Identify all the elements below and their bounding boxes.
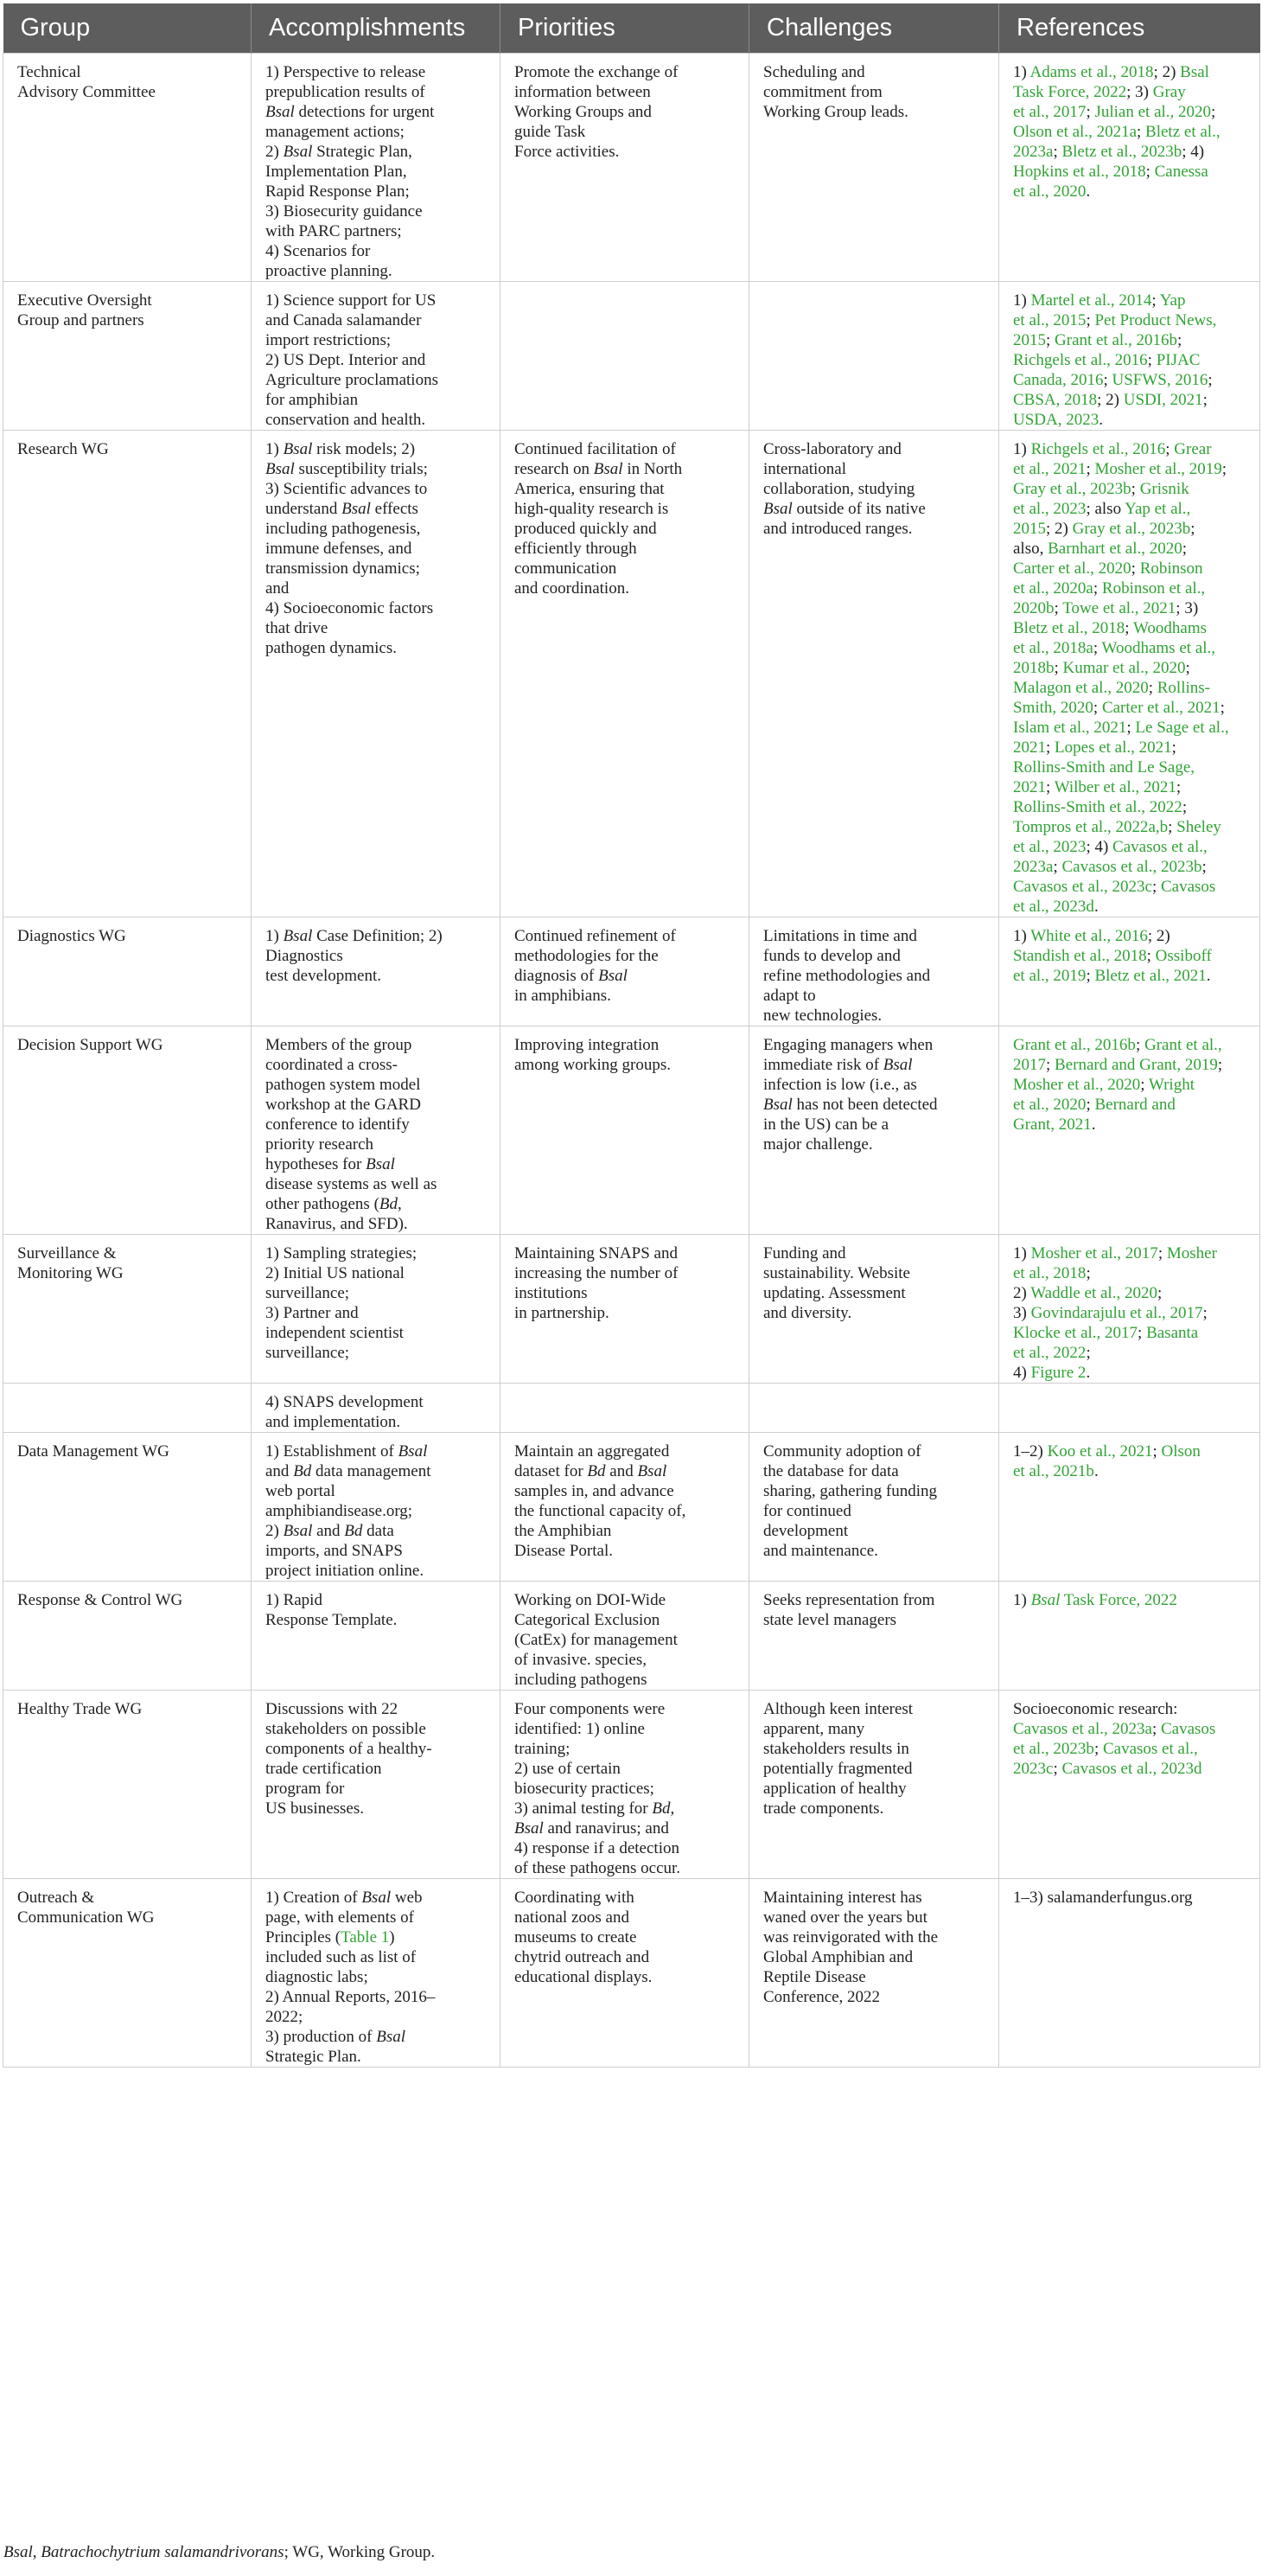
reference-link[interactable]: Cavasos et al., 2023b: [1061, 858, 1202, 876]
group-cell: [3, 1691, 252, 1879]
table-row: [3, 431, 1260, 917]
accomplishments-text: 4) SNAPS development and implementation.: [265, 1393, 424, 1431]
group-text: Technical Advisory Committee: [17, 63, 156, 101]
group-text: Decision Support WG: [17, 1036, 163, 1054]
accomplishments-cell: [252, 917, 500, 1026]
reference-link[interactable]: Julian et al., 2020: [1094, 103, 1212, 121]
group-cell: [3, 1026, 252, 1235]
reference-link[interactable]: Canessa et al., 2020: [1013, 163, 1208, 201]
references-text: 1) Richgels et al., 2016; Grear et al., 2021; Mosher et al., 2019; Gray et al., 2023b; Grisnik et al., 2023; also Yap et al., 2015; 2) Gray et al., 2023b; also, Barnhart et al., 2020; Carter et al., 2020; Robinson et al., 2020a; Robinson et al., 2020b; Towe et al., 2021; 3) Bletz et al., 2018; Woodhams et al., 2018a; Woodhams et al., 2018b; Kumar et al., 2020; Malagon et al., 2020; Rollins- Smith, 2020; Carter et al., 2021; Islam et al., 2021; Le Sage et al., 2021; Lopes et al., 2021; Rollins-Smith and Le Sage, 2021; Wilber et al., 2021; Rollins-Smith et al., 2022; Tompros et al., 2022a,b; Sheley et al., 2023; 4) Cavasos et al., 2023a; Cavasos et al., 2023b; Cavasos et al., 2023c; Cavasos et al., 2023d.: [1013, 440, 1229, 916]
group-cell: [3, 1235, 252, 1384]
reference-link[interactable]: Lopes et al., 2021: [1055, 738, 1172, 757]
accomplishments-cell: [252, 1691, 500, 1879]
reference-link[interactable]: Martel et al., 2014: [1030, 291, 1152, 310]
reference-link[interactable]: Bernard and Grant, 2019: [1055, 1056, 1218, 1074]
challenges-cell: [749, 1235, 999, 1384]
accomplishments-cell: [252, 1026, 500, 1235]
reference-link[interactable]: Grant et al., 2016b: [1055, 331, 1177, 349]
challenges-text: Cross-laboratory and international collaboration, studying Bsal outside of its native and introduced ranges.: [763, 440, 926, 538]
references-cell: [999, 54, 1260, 282]
priorities-text: Maintain an aggregated dataset for Bd and Bsal samples in, and advance the functional capacity of, the Amphibian Disease Portal.: [514, 1442, 686, 1560]
accomplishments-cell: [252, 54, 500, 282]
table-row: [3, 1691, 1260, 1879]
reference-link[interactable]: Gray et al., 2023b: [1072, 520, 1191, 538]
reference-link[interactable]: Richgels et al., 2016: [1013, 351, 1148, 369]
table-row: [3, 1879, 1260, 2068]
table-row: [3, 282, 1260, 431]
accomplishments-text: 1) Rapid Response Template.: [265, 1591, 398, 1629]
reference-link[interactable]: Hopkins et al., 2018: [1013, 163, 1146, 181]
reference-link[interactable]: Govindarajulu et al., 2017: [1030, 1304, 1203, 1322]
table-row: [3, 1235, 1260, 1384]
reference-link[interactable]: USFWS, 2016: [1112, 371, 1208, 389]
priorities-cell: [500, 282, 749, 431]
priorities-text: Working on DOI-Wide Categorical Exclusion (CatEx) for management of invasive. species, including pathogens: [514, 1591, 678, 1689]
priorities-cell: [500, 54, 749, 282]
priorities-cell: [500, 1235, 749, 1384]
header-group: Group: [3, 3, 252, 54]
reference-link[interactable]: Grant et al., 2016b: [1013, 1036, 1136, 1054]
header-challenges: Challenges: [749, 3, 999, 54]
accomplishments-text: 1) Establishment of Bsal and Bd data management web portal amphibiandisease.org; 2) Bsal and Bd data imports, and SNAPS project initiation online.: [265, 1442, 431, 1580]
reference-link[interactable]: Klocke et al., 2017: [1013, 1324, 1138, 1342]
references-cell: [999, 282, 1260, 431]
accomplishments-cell: [252, 431, 500, 917]
challenges-text: Although keen interest apparent, many stakeholders results in potentially fragmented application of healthy trade components.: [763, 1700, 914, 1818]
challenges-cell: [749, 1026, 999, 1235]
reference-link[interactable]: Bsal Task Force, 2022: [1013, 63, 1209, 101]
group-cell: [3, 1879, 252, 2068]
references-text: 1) Mosher et al., 2017; Mosher et al., 2018; 2) Waddle et al., 2020; 3) Govindarajulu et al., 2017; Klocke et al., 2017; Basanta et al., 2022; 4) Figure 2.: [1013, 1244, 1217, 1382]
references-cell: [999, 1026, 1260, 1235]
group-cell: [3, 431, 252, 917]
group-text: Healthy Trade WG: [17, 1700, 143, 1718]
reference-link[interactable]: Olson et al., 2021b: [1013, 1442, 1201, 1480]
priorities-cell: [500, 1026, 749, 1235]
group-cell: [3, 1384, 252, 1433]
accomplishments-text: 1) Creation of Bsal web page, with elements of Principles (Table 1) included such as list of diagnostic labs; 2) Annual Reports, 2016– 2022; 3) production of Bsal Strategic Plan.: [265, 1889, 436, 2066]
reference-link[interactable]: Adams et al., 2018: [1029, 63, 1154, 81]
reference-link[interactable]: Bletz et al., 2023b: [1061, 143, 1182, 161]
challenges-cell: [749, 54, 999, 282]
header-references: References: [999, 3, 1260, 54]
reference-link[interactable]: Tompros et al., 2022a,b: [1013, 818, 1169, 836]
reference-link[interactable]: Cavasos et al., 2023c: [1013, 1740, 1198, 1778]
challenges-cell: [749, 1879, 999, 2068]
reference-link[interactable]: Waddle et al., 2020: [1030, 1284, 1157, 1302]
reference-link[interactable]: Gray et al., 2023b: [1013, 480, 1131, 498]
group-cell: [3, 1433, 252, 1582]
accomplishments-text: 1) Perspective to release prepublication results of Bsal detections for urgent management actions; 2) Bsal Strategic Plan, Implementation Plan, Rapid Response Plan; 3) Biosecurity guidance with PARC partners; 4) Scenarios for proactive planning.: [265, 63, 435, 280]
challenges-text: Seeks representation from state level managers: [763, 1591, 935, 1629]
reference-link[interactable]: Grear et al., 2021: [1013, 440, 1212, 478]
reference-link[interactable]: Islam et al., 2021: [1013, 719, 1127, 737]
group-cell: [3, 917, 252, 1026]
reference-link[interactable]: Woodhams et al., 2018a: [1013, 619, 1207, 657]
reference-link[interactable]: Barnhart et al., 2020: [1048, 540, 1182, 558]
reference-link[interactable]: PIJAC Canada, 2016: [1013, 351, 1201, 389]
references-cell: [999, 1582, 1260, 1691]
references-text: Grant et al., 2016b; Grant et al., 2017; Bernard and Grant, 2019; Mosher et al., 2020; Wright et al., 2020; Bernard and Grant, 2021.: [1013, 1036, 1223, 1134]
challenges-text: Engaging managers when immediate risk of Bsal infection is low (i.e., as Bsal has not been detected in the US) can be a major challenge.: [763, 1036, 938, 1154]
group-cell: [3, 282, 252, 431]
priorities-text: Continued refinement of methodologies for the diagnosis of Bsal in amphibians.: [514, 927, 676, 1005]
group-cell: [3, 54, 252, 282]
reference-link[interactable]: USDI, 2021: [1123, 391, 1203, 409]
references-text: 1) Bsal Task Force, 2022: [1013, 1591, 1177, 1609]
accomplishments-cell: [252, 282, 500, 431]
group-text: Executive Oversight Group and partners: [17, 291, 152, 329]
header-accomplishments: Accomplishments: [252, 3, 500, 54]
references-cell: [999, 917, 1260, 1026]
reference-link[interactable]: Robinson et al., 2020a: [1013, 559, 1203, 598]
group-text: Response & Control WG: [17, 1591, 183, 1609]
challenges-text: Limitations in time and funds to develop and refine methodologies and adapt to new technologies.: [763, 927, 931, 1025]
priorities-text: Coordinating with national zoos and museums to create chytrid outreach and educational displays.: [514, 1889, 653, 1986]
reference-link[interactable]: Cavasos et al., 2023a: [1013, 838, 1208, 876]
reference-link[interactable]: Mosher et al., 2019: [1094, 460, 1222, 478]
reference-link[interactable]: Cavasos et al., 2023a: [1013, 1720, 1152, 1738]
groups-table: [3, 3, 1260, 2068]
table-row: [3, 917, 1260, 1026]
reference-link[interactable]: Ossiboff et al., 2019: [1013, 947, 1212, 985]
accomplishments-text: Members of the group coordinated a cross- pathogen system model workshop at the GARD conference to identify priority research hypotheses for Bsal disease systems as well as other pathogens (Bd, Ranavirus, and SFD).: [265, 1036, 437, 1233]
reference-link[interactable]: Towe et al., 2021: [1062, 599, 1176, 617]
group-text: Diagnostics WG: [17, 927, 126, 945]
header-priorities: Priorities: [500, 3, 749, 54]
priorities-text: Maintaining SNAPS and increasing the number of institutions in partnership.: [514, 1244, 679, 1322]
table-footnote: Bsal, Batrachochytrium salamandrivorans; WG, Working Group.: [3, 2543, 436, 2561]
references-cell: [999, 1879, 1260, 2068]
references-text: 1–2) Koo et al., 2021; Olson et al., 2021b.: [1013, 1442, 1201, 1480]
reference-link[interactable]: Olson et al., 2021a: [1013, 123, 1138, 141]
reference-link[interactable]: Carter et al., 2020: [1013, 559, 1131, 578]
challenges-text: Community adoption of the database for data sharing, gathering funding for continued development and maintenance.: [763, 1442, 938, 1560]
priorities-text: Improving integration among working groups.: [514, 1036, 672, 1074]
challenges-cell: [749, 1433, 999, 1582]
accomplishments-cell: [252, 1384, 500, 1433]
reference-link[interactable]: Woodhams et al., 2018b: [1013, 639, 1215, 677]
reference-link[interactable]: Table 1: [341, 1928, 390, 1946]
reference-link[interactable]: Bletz et al., 2021: [1094, 967, 1207, 985]
challenges-cell: [749, 1691, 999, 1879]
group-text: Surveillance & Monitoring WG: [17, 1244, 124, 1282]
reference-link[interactable]: Mosher et al., 2020: [1013, 1076, 1141, 1094]
reference-link[interactable]: Sheley et al., 2023: [1013, 818, 1221, 856]
group-text: Outreach & Communication WG: [17, 1889, 155, 1927]
reference-link[interactable]: Rollins-Smith and Le Sage, 2021: [1013, 758, 1195, 796]
reference-link[interactable]: Cavasos et al., 2023b: [1013, 1720, 1216, 1758]
table-row: [3, 1384, 1260, 1433]
challenges-cell: [749, 1384, 999, 1433]
reference-link[interactable]: Wilber et al., 2021: [1054, 778, 1176, 796]
priorities-cell: [500, 917, 749, 1026]
references-cell: [999, 431, 1260, 917]
reference-link[interactable]: Yap et al., 2015: [1013, 291, 1186, 329]
accomplishments-cell: [252, 1582, 500, 1691]
references-text: 1–3) salamanderfungus.org: [1013, 1889, 1193, 1907]
challenges-cell: [749, 282, 999, 431]
challenges-cell: [749, 431, 999, 917]
reference-link[interactable]: Gray et al., 2017: [1013, 83, 1186, 121]
reference-link[interactable]: Grant et al., 2017: [1013, 1036, 1222, 1074]
reference-link[interactable]: Wright et al., 2020: [1013, 1076, 1195, 1114]
references-text: 1) White et al., 2016; 2) Standish et al., 2018; Ossiboff et al., 2019; Bletz et al., 2021.: [1013, 927, 1212, 985]
references-text: Socioeconomic research: Cavasos et al., 2023a; Cavasos et al., 2023b; Cavasos et al., 2023c; Cavasos et al., 2023d: [1013, 1700, 1216, 1778]
reference-link[interactable]: Rollins- Smith, 2020: [1013, 679, 1210, 717]
accomplishments-text: 1) Bsal risk models; 2) Bsal susceptibility trials; 3) Scientific advances to understand Bsal effects including pathogenesis, immune defenses, and transmission dynamics; and 4) Socioeconomic factors that drive pathogen dynamics.: [265, 440, 434, 657]
table-row: [3, 1582, 1260, 1691]
priorities-cell: [500, 1582, 749, 1691]
table-row: [3, 1026, 1260, 1235]
reference-link[interactable]: Koo et al., 2021: [1047, 1442, 1153, 1461]
reference-link[interactable]: Mosher et al., 2017: [1030, 1244, 1158, 1262]
reference-link[interactable]: Mosher et al., 2018: [1013, 1244, 1217, 1282]
reference-link[interactable]: CBSA, 2018: [1013, 391, 1098, 409]
reference-link[interactable]: Pet Product News, 2015: [1013, 311, 1217, 349]
challenges-text: Maintaining interest has waned over the years but was reinvigorated with the Global Amphibian and Reptile Disease Conference, 2022: [763, 1889, 939, 2006]
priorities-text: Promote the exchange of information between Working Groups and guide Task Force activities.: [514, 63, 679, 161]
reference-link[interactable]: Malagon et al., 2020: [1013, 679, 1149, 697]
reference-link[interactable]: Bletz et al., 2023a: [1013, 123, 1221, 161]
reference-link[interactable]: Le Sage et al., 2021: [1013, 719, 1229, 757]
priorities-cell: [500, 1433, 749, 1582]
references-cell: [999, 1691, 1260, 1879]
reference-link[interactable]: USDA, 2023: [1013, 411, 1099, 429]
references-cell: [999, 1235, 1260, 1384]
reference-link[interactable]: Rollins-Smith et al., 2022: [1013, 798, 1182, 816]
references-cell: [999, 1384, 1260, 1433]
reference-link[interactable]: Standish et al., 2018: [1013, 947, 1147, 965]
reference-link[interactable]: Bsal Task Force, 2022: [1030, 1591, 1177, 1609]
reference-link[interactable]: Bernard and Grant, 2021: [1013, 1096, 1176, 1134]
group-cell: [3, 1582, 252, 1691]
priorities-cell: [500, 1879, 749, 2068]
reference-link[interactable]: Basanta et al., 2022: [1013, 1324, 1199, 1362]
priorities-text: Four components were identified: 1) online training; 2) use of certain biosecurity practices; 3) animal testing for Bd, Bsal and ranavirus; and 4) response if a detection of these pathogens occur.: [514, 1700, 681, 1877]
table-row: [3, 1433, 1260, 1582]
reference-link[interactable]: Figure 2: [1030, 1364, 1087, 1382]
group-text: Research WG: [17, 440, 109, 458]
challenges-cell: [749, 1582, 999, 1691]
challenges-text: Scheduling and commitment from Working Group leads.: [763, 63, 908, 121]
priorities-cell: [500, 431, 749, 917]
reference-link[interactable]: Cavasos et al., 2023d: [1061, 1760, 1202, 1778]
challenges-cell: [749, 917, 999, 1026]
priorities-cell: [500, 1691, 749, 1879]
group-text: Data Management WG: [17, 1442, 169, 1461]
reference-link[interactable]: White et al., 2016: [1030, 927, 1148, 945]
reference-link[interactable]: Yap et al., 2015: [1013, 500, 1191, 538]
references-cell: [999, 1433, 1260, 1582]
table-row: [3, 54, 1260, 282]
accomplishments-cell: [252, 1235, 500, 1384]
accomplishments-cell: [252, 1433, 500, 1582]
accomplishments-text: 1) Sampling strategies; 2) Initial US national surveillance; 3) Partner and independent scientist surveillance;: [265, 1244, 417, 1362]
reference-link[interactable]: Carter et al., 2021: [1101, 699, 1221, 717]
accomplishments-cell: [252, 1879, 500, 2068]
challenges-text: Funding and sustainability. Website updating. Assessment and diversity.: [763, 1244, 910, 1322]
reference-link[interactable]: Cavasos et al., 2023d: [1013, 878, 1216, 916]
accomplishments-text: Discussions with 22 stakeholders on possible components of a healthy- trade certification program for US businesses.: [265, 1700, 432, 1818]
reference-link[interactable]: Robinson et al., 2020b: [1013, 579, 1206, 617]
references-text: 1) Adams et al., 2018; 2) Bsal Task Force, 2022; 3) Gray et al., 2017; Julian et al., 2020; Olson et al., 2021a; Bletz et al., 2023a; Bletz et al., 2023b; 4) Hopkins et al., 2018; Canessa et al., 2020.: [1013, 63, 1221, 201]
references-text: 1) Martel et al., 2014; Yap et al., 2015; Pet Product News, 2015; Grant et al., 2016b; Richgels et al., 2016; PIJAC Canada, 2016; USFWS, 2016; CBSA, 2018; 2) USDI, 2021; USDA, 2023.: [1013, 291, 1217, 429]
reference-link[interactable]: Grisnik et al., 2023: [1013, 480, 1189, 518]
header-row: [3, 3, 1260, 54]
accomplishments-text: 1) Bsal Case Definition; 2) Diagnostics test development.: [265, 927, 443, 985]
reference-link[interactable]: Richgels et al., 2016: [1030, 440, 1166, 458]
reference-link[interactable]: Cavasos et al., 2023c: [1013, 878, 1152, 896]
reference-link[interactable]: Kumar et al., 2020: [1062, 659, 1186, 677]
priorities-text: Continued facilitation of research on Bsal in North America, ensuring that high-quality research is produced quickly and efficiently through communication and coordination.: [514, 440, 683, 598]
priorities-cell: [500, 1384, 749, 1433]
reference-link[interactable]: Bletz et al., 2018: [1013, 619, 1125, 637]
accomplishments-text: 1) Science support for US and Canada salamander import restrictions; 2) US Dept. Interior and Agriculture proclamations for amphibian conservation and health.: [265, 291, 438, 429]
